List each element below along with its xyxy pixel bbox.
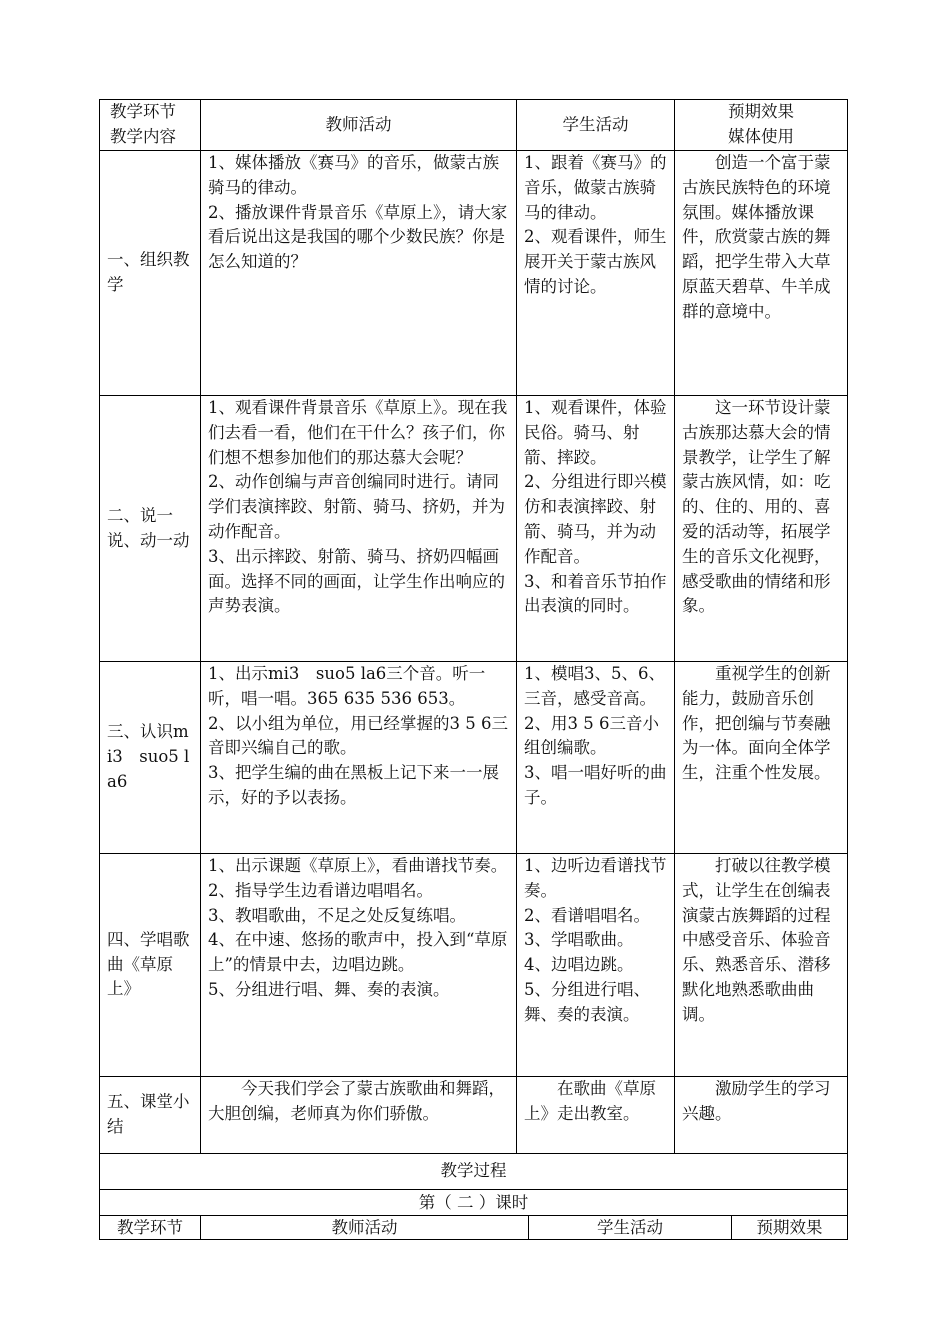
teacher-step: 1、观看课件背景音乐《草原上》。现在我们去看一看，他们在干什么？孩子们，你们想不想参加他们的那达慕大会呢？ — [208, 398, 508, 467]
table-row — [100, 1077, 848, 1154]
student-cell — [517, 854, 675, 1077]
header-effect — [675, 100, 848, 151]
teacher-step: 2、播放课件背景音乐《草原上》，请大家看后说出这是我国的哪个少数民族？你是怎么知道的？ — [208, 202, 508, 272]
teacher-step: 1、出示mi3 suo5 la6三个音。听一听，唱一唱。365 635 536 653。 — [208, 664, 486, 708]
teacher-step: 3、把学生编的曲在黑板上记下来一一展示，好的予以表扬。 — [208, 763, 499, 807]
effect-cell — [675, 396, 848, 662]
teacher-step: 2、动作创编与声音创编同时进行。请同学们表演摔跤、射箭、骑马、挤奶，并为动作配音。 — [208, 472, 505, 541]
lesson-plan-table — [99, 99, 848, 1216]
student-step: 3、和着音乐节拍作出表演的同时。 — [524, 571, 667, 616]
teacher-step: 3、教唱歌曲，不足之处反复练唱。 — [208, 905, 466, 925]
header-teacher: 教师活动 — [201, 100, 517, 151]
stage-cell: 一、组织教学 — [100, 151, 201, 396]
stage-cell: 三、认识mi3 suo5 la6 — [100, 662, 201, 854]
student-step: 4、边唱边跳。 — [524, 955, 634, 975]
teacher-step: 2、以小组为单位，用已经掌握的3 5 6三音即兴编自己的歌。 — [208, 713, 508, 758]
student-step: 3、唱一唱好听的曲子。 — [524, 763, 667, 807]
header-stage-line1: 教学环节 — [110, 102, 176, 122]
student-step: 3、学唱歌曲。 — [524, 930, 634, 950]
effect-text: 激励学生的学习兴趣。 — [682, 1079, 831, 1123]
teacher-step: 1、媒体播放《赛马》的音乐，做蒙古族骑马的律动。 — [208, 153, 499, 197]
effect-cell — [675, 151, 848, 396]
student-step: 1、模唱3、5、6、三音，感受音高。2、用3 5 6三音小组创编歌。 — [524, 664, 665, 758]
header-stage-line2: 教学内容 — [110, 127, 176, 146]
table-row — [100, 854, 848, 1077]
stage-cell: 四、学唱歌曲《草原上》 — [100, 854, 201, 1077]
stage-cell: 五、课堂小结 — [100, 1077, 201, 1154]
table-row — [100, 396, 848, 662]
bottom-header-teacher: 教师活动 — [201, 1216, 529, 1240]
teacher-step: 5、分组进行唱、舞、奏的表演。 — [208, 979, 450, 999]
effect-cell — [675, 662, 848, 854]
second-lesson-table — [99, 1215, 848, 1240]
header-effect-line1: 预期效果 — [728, 102, 794, 122]
student-cell — [517, 396, 675, 662]
lesson-title: 第（ 二 ）课时 — [100, 1190, 848, 1216]
table-row — [100, 151, 848, 396]
header-student: 学生活动 — [517, 100, 675, 151]
bottom-header-effect: 预期效果 — [732, 1216, 848, 1240]
effect-text: 重视学生的创新能力，鼓励音乐创作，把创编与节奏融为一体。面向全体学生，注重个性发展。 — [682, 664, 831, 783]
effect-cell — [675, 1077, 848, 1154]
effect-text: 打破以往教学模式，让学生在创编表演蒙古族舞蹈的过程中感受音乐、体验音乐、熟悉音乐、潜移默化地熟悉歌曲曲调。 — [682, 856, 831, 1024]
header-effect-line2: 媒体使用 — [728, 127, 794, 146]
teacher-step: 3、出示摔跤、射箭、骑马、挤奶四幅画面。选择不同的画面，让学生作出响应的声势表演。 — [208, 546, 505, 616]
student-step: 5、分组进行唱、舞、奏的表演。 — [524, 979, 650, 1024]
effect-text: 创造一个富于蒙古族民族特色的环境氛围。媒体播放课件，欣赏蒙古族的舞蹈，把学生带入大草原蓝天碧草、牛羊成群的意境中。 — [682, 153, 831, 321]
student-step: 1、边听边看谱找节奏。 — [524, 856, 667, 900]
stage-cell: 二、说一说、动一动 — [100, 396, 201, 662]
student-cell — [517, 151, 675, 396]
student-step: 1、观看课件，体验民俗。骑马、射箭、摔跤。 — [524, 398, 667, 467]
table-header-row — [100, 100, 848, 151]
student-step: 在歌曲《草原上》走出教室。 — [524, 1079, 656, 1123]
bottom-header-student: 学生活动 — [529, 1216, 732, 1240]
effect-cell — [675, 854, 848, 1077]
teacher-step: 2、指导学生边看谱边唱唱名。 — [208, 880, 433, 900]
effect-text: 这一环节设计蒙古族那达慕大会的情景教学，让学生了解蒙古族风情，如：吃的、住的、用的、喜爱的活动等，拓展学生的音乐文化视野，感受歌曲的情绪和形象。 — [682, 398, 831, 616]
lesson-title-row — [100, 1190, 848, 1216]
header-stage — [100, 100, 201, 151]
process-title-row — [100, 1154, 848, 1190]
second-lesson-header-row — [100, 1216, 848, 1240]
process-title: 教学过程 — [100, 1154, 848, 1190]
student-step: 2、看谱唱唱名。 — [524, 905, 650, 925]
table-row — [100, 662, 848, 854]
student-step: 2、观看课件，师生展开关于蒙古族风情的讨论。 — [524, 227, 667, 296]
teacher-step: 今天我们学会了蒙古族歌曲和舞蹈，大胆创编，老师真为你们骄傲。 — [208, 1079, 505, 1123]
student-step: 1、跟着《赛马》的音乐，做蒙古族骑马的律动。 — [524, 153, 667, 222]
teacher-step: 4、在中速、悠扬的歌声中，投入到“草原上”的情景中去，边唱边跳。 — [208, 930, 508, 975]
teacher-cell — [201, 396, 517, 662]
student-cell — [517, 1077, 675, 1154]
bottom-header-stage: 教学环节 — [100, 1216, 201, 1240]
teacher-cell — [201, 151, 517, 396]
student-step: 2、分组进行即兴模仿和表演摔跤、射箭、骑马，并为动作配音。 — [524, 472, 667, 566]
teacher-step: 1、出示课题《草原上》，看曲谱找节奏。 — [208, 856, 508, 875]
teacher-cell — [201, 662, 517, 854]
teacher-cell — [201, 1077, 517, 1154]
teacher-cell — [201, 854, 517, 1077]
student-cell — [517, 662, 675, 854]
